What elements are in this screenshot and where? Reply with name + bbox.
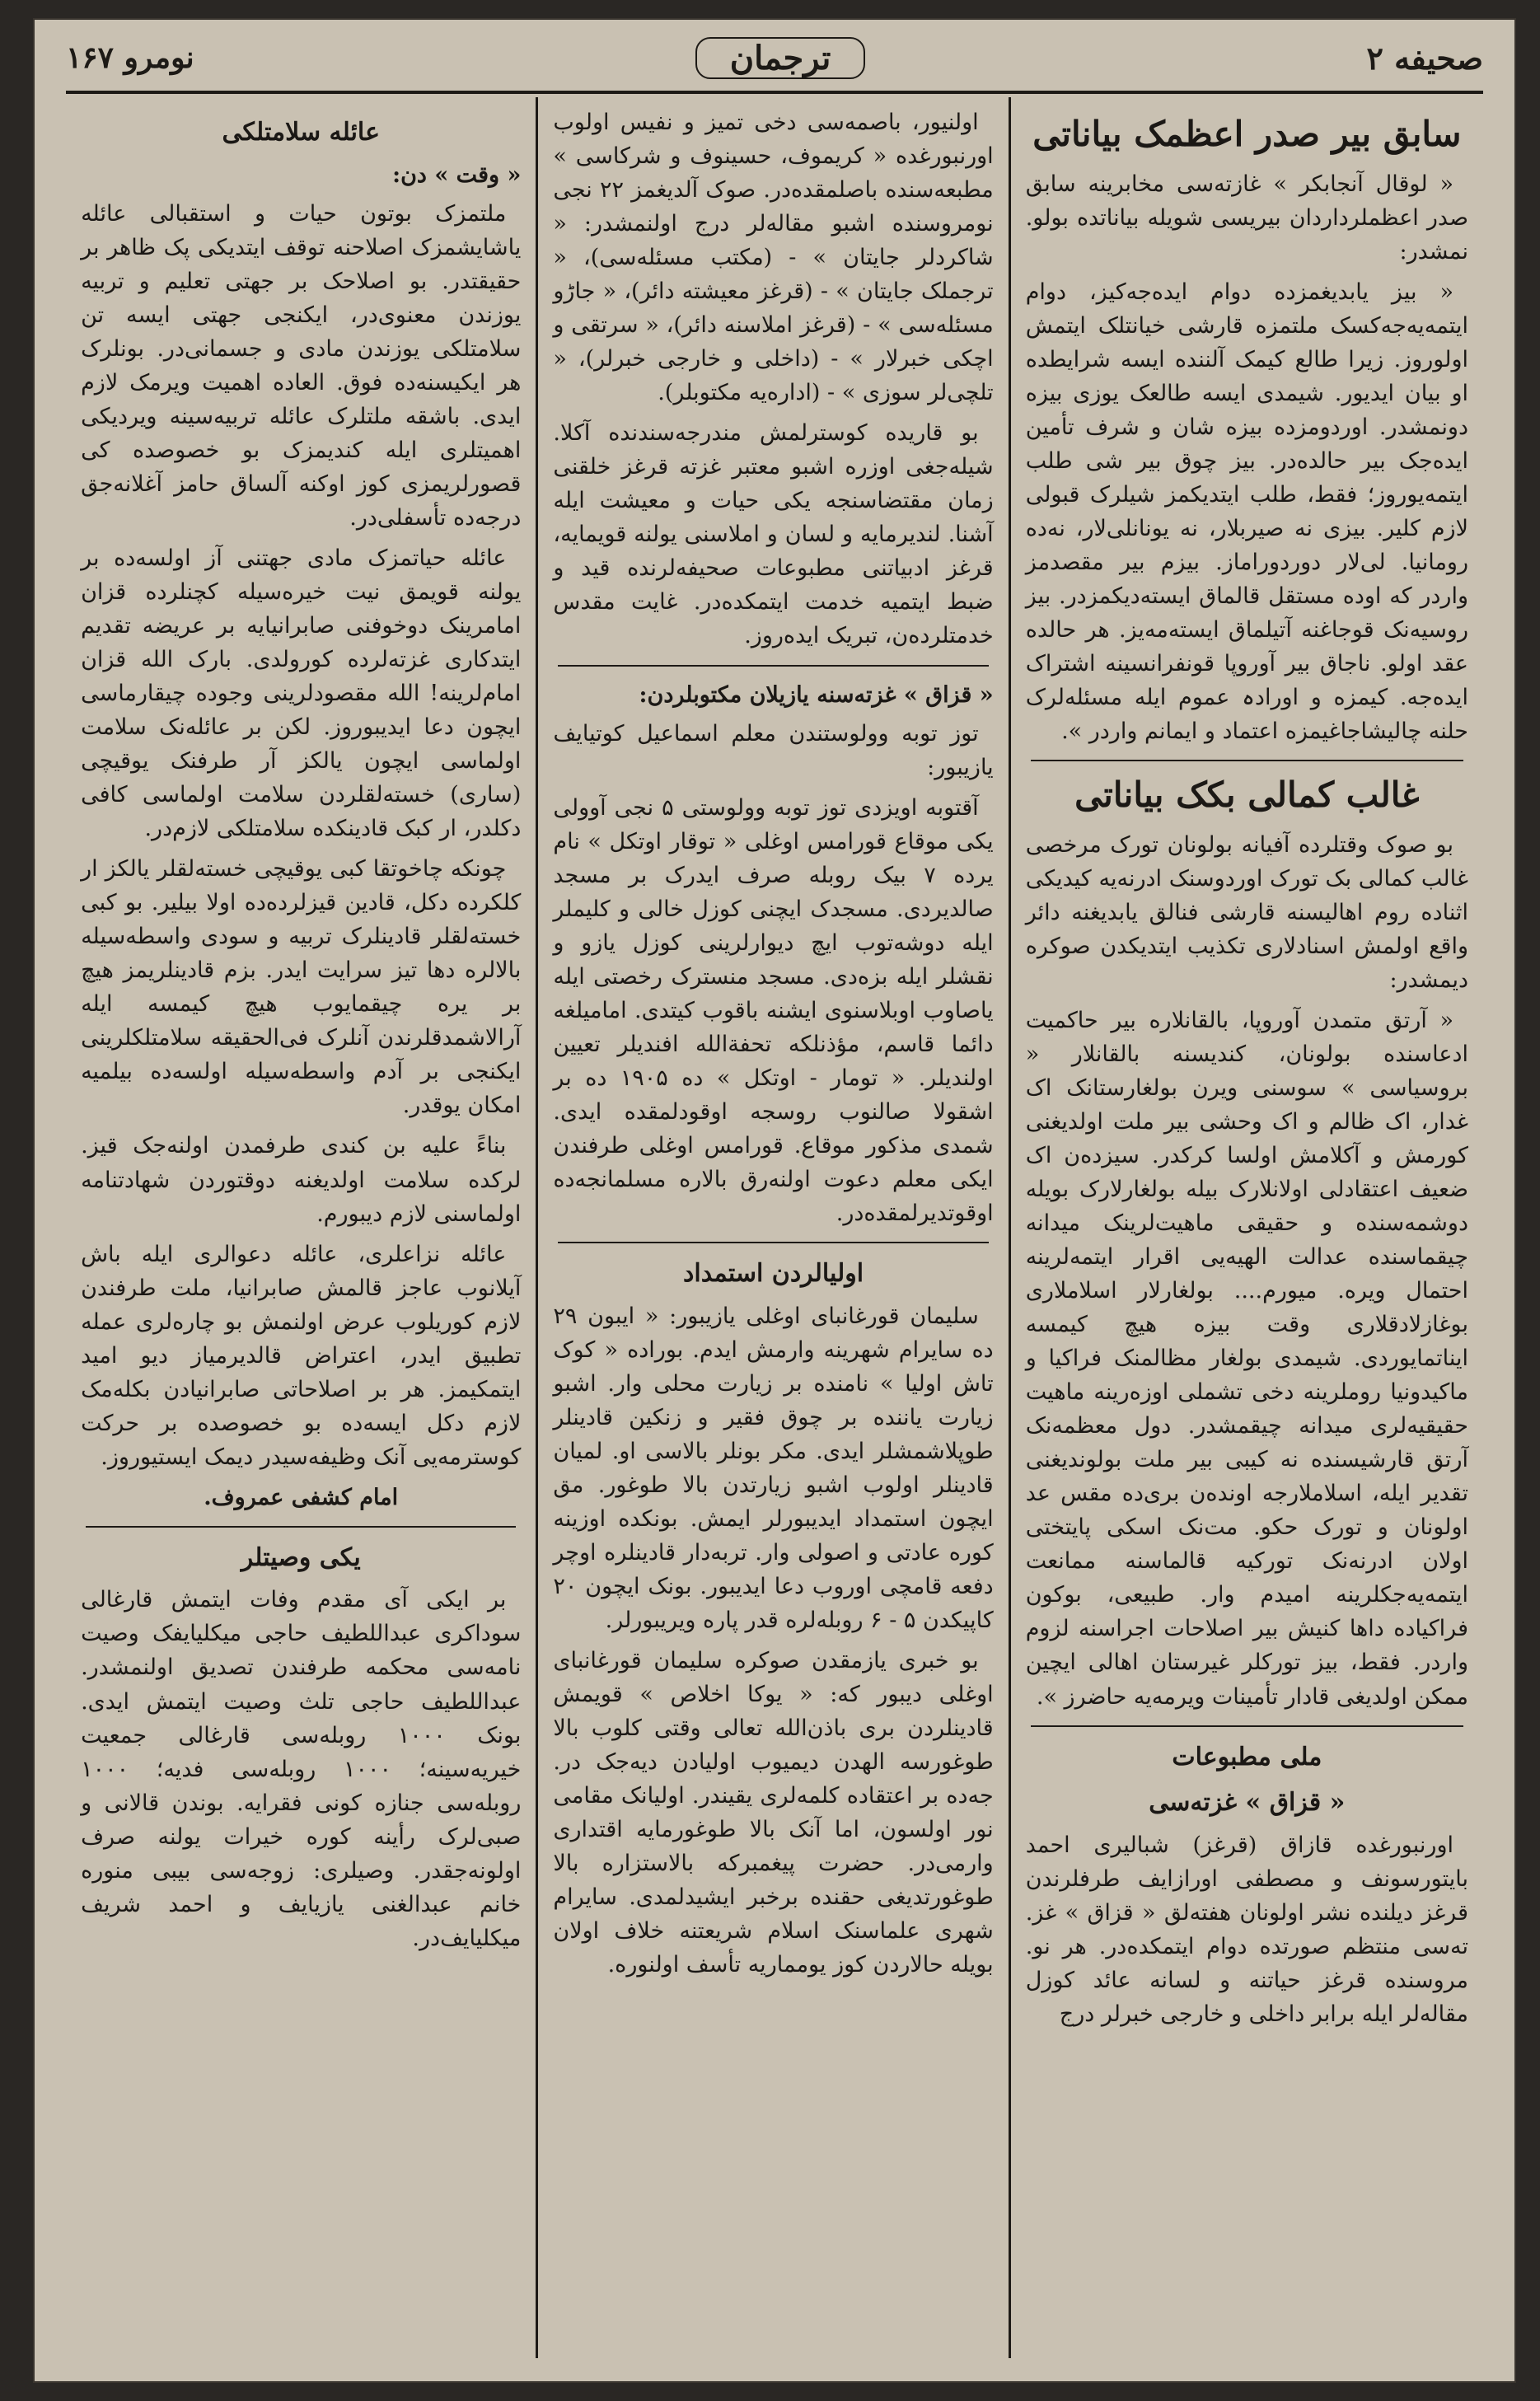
- divider: [1031, 760, 1463, 761]
- section-title: ملی مطبوعات: [1172, 1742, 1322, 1771]
- article-paragraph: عائله حیاتمزک مادی جهتنی آز اولسه‌ده بر یولنه قویمق نیت خیره‌سیله کچنلرده قزان امامرینک دوخوفنی صابرانیایه بر عریضه تقدیم ایتدکاری غزته‌لرده کورولدی. بارک الله قزان امام‌لرینه! الله مقصودلرینی وجوده چیقارماسی ایچون دعا ایدیبوروز. لکن بر عائله‌نک سلامت اولماسی ایچون یالکز آر طرفنک یوقیچی (ساری) خسته‌لقلردن سلامت اولماسی کافی دکلدر، ار کبک قادینکده سلامتلکی لازم‌در.: [81, 545, 522, 842]
- article-paragraph: عائله نزاعلری، عائله دعوالری ایله باش آیلانوب عاجز قالمش صابرانیا، ملت طرفندن لازم کوریلوب عرض اولنمش بو چاره‌لری عمله تطبیق ایدر، اعتراض قالدیرمیاز دیو امید ایتمکیمز. هر بر اصلاحاتی صابرانیادن بکله‌مک لازم دکل ایسه‌ده بو خصوصده بر حرکت کوسترمه‌یی آنک وظیفه‌سیدر دیمک ایستیوروز.: [81, 1241, 522, 1470]
- page-header: [66, 33, 1483, 82]
- article-paragraph: بو خبری یازمقدن صوکره سلیمان قورغانبای اوغلی دیبور که: « یوکا اخلاص » قویمش قادینلردن بری باذن‌الله تعالی وقتی کلوب بالا طوغورسه الهدن دیمیوب اولیادن دیه‌جک در. جه‌ده بر اعتقاده کلمه‌لری یقیندر. اولیانک مقامی نور اولسون، اما آنک بالا طوغورمایه اقتداری وارمی‌در. حضرت پیغمبرکه بالاستزاره بالا طوغورتدیغی حقنده برخبر ایشیدلمدی. سایرام شهری علماسنک اسلام شریعتنه خلاف اولان بویله حالاردن کوز یومماریه تأسف اولنوره.: [553, 1647, 994, 1978]
- author-signature: امام کشفی عمروف.: [204, 1484, 399, 1510]
- column-middle: [538, 97, 1010, 2358]
- article-paragraph: بو قاریده کوسترلمش مندرجه‌سندنده آکلا. شیله‌جغی اوزره اشبو معتبر غزته قرغز خلقنی زمان مقتضاسنجه یکی حیات و معیشت ایله آشنا. لندیرمایه و لسان و املاسنی یولنه قویمایه، قرغز ادبیاتنی مطبوعات صحیفه‌لرنده قید و ضبط ایتمیه خدمت ایتمکده‌در. غایت مقدس خدمتلرده‌ن، تبریک ایده‌روز.: [553, 420, 994, 649]
- divider: [86, 1526, 516, 1528]
- column-right: [1011, 97, 1483, 2358]
- divider: [558, 1242, 988, 1243]
- column-left: [66, 97, 538, 2358]
- article-title: یکی وصیتلر: [241, 1542, 361, 1572]
- article-paragraph: ملتمزک بوتون حیات و استقبالی عائله یاشایشمزک اصلاحنه توقف ایتدیکی پک ظاهر بر حقیقتدر. بو اصلاحک بر جهتی تعلیم و تربیه یوزندن معنوی‌در، ایکنجی جهتی ایسه تن سلامتلکی یوزندن مادی و جسمانی‌در. بونلرک هر ایکیسنه‌ده فوق. العاده اهمیت ویرمک لازم ایدی. باشقه ملتلرک عائله تربیه‌سینه ویردیکی اهمیتلری ایله کندیمزک بو خصوصده کی قصورلریمزی کوز اوکنه آلساق حامز آغلانه‌جق درجه‌ده تأسفلی‌در.: [81, 200, 522, 531]
- article-paragraph: بر ایکی آی مقدم وفات ایتمش قارغالی سوداکری عبداللطیف حاجی میکلیایفک وصیت نامه‌سی محکمه طرفندن تصدیق اولنمشدر. عبداللطیف حاجی تلث وصیت ایتمش ایدی. بونک ۱۰۰۰ روبله‌سی قارغالی جمعیت خیریه‌سینه؛ ۱۰۰۰ روبله‌سی فدیه؛ ۱۰۰۰ روبله‌سی جنازه کونی فقرایه. بوندن قالانی و صبی‌لرک رأینه کوره خیرات یولنه صرف اولونه‌جقدر. وصیلری: زوجه‌سی بیبی منوره خانم عبدالغنی یازیایف و احمد شریف میکلیایف‌در.: [81, 1587, 522, 1951]
- section-subtitle: « قزاق » غزته‌سنه یازیلان مکتوبلردن:: [639, 681, 994, 708]
- columns: [66, 97, 1483, 2358]
- issue-number: نومرو ۱۶۷: [66, 40, 194, 75]
- article-paragraph: سلیمان قورغانبای اوغلی یازیبور: « ایبون ۲۹ ده سایرام شهرینه وارمش ایدم. بوراده « کوک تاش اولیا » نامنده بر زیارت محلی وار. اشبو زیارت یاننده بر چوق فقیر و زنکین قادینلر طوپلاشمشلر ایدی. مکر بونلر بالاسی او. لمیان قادینلر اولوب اشبو زیارتدن بالا طوغور. مق ایچون استمداد ایدیبورلر ایمش. بونکده اوزینه کوره عادتی و اصولی وار. تربه‌دار قادینلره اوچر دفعه قامچی اوروب دعا ایدیبور. بونک ایچون ۲۰ کاپیکدن ۵ - ۶ روبله‌لره قدر پاره ویریبورلر.: [553, 1303, 994, 1633]
- article-paragraph: اورنبورغده قازاق (قرغز) شبالیری احمد بایتورسونف و مصطفی اورازایف طرفلرندن قرغز دیلنده نشر اولونان هفته‌لق « قزاق » غز. ته‌سی منتظم صورتده دوام ایتمکده‌در. هر نو. مروسنده قرغز حیاتنه و لسانه عائد کوزل مقاله‌لر ایله برابر داخلی و خارجی خبرلر درج: [1025, 1832, 1468, 2027]
- article-title: سابق بیر صدر اعظمک بیاناتی: [1032, 114, 1462, 154]
- divider: [1031, 1725, 1463, 1727]
- section-subtitle: « قزاق » غزته‌سی: [1149, 1788, 1346, 1818]
- article-paragraph: چونکه چاخوتقا کبی یوقیچی خسته‌لقلر یالکز ار کلکرده دکل، قادین قیزلرده‌ده اولا بیلیر. بو کبی خسته‌لقلر قادینلرک تربیه و سودی واسطه‌سیله بالالره دها تیز سرایت ایدر. بزم قادینلریمز هیچ بر یره چیقمایوب هیچ کیمسه ایله آرالاشمدقلرندن آنلرک فی‌الحقیقه سلامتلکلرینی ایکنجی بر آدم واسطه‌سیله اولسه‌ده بیلمیه امکان یوقدر.: [81, 856, 522, 1119]
- article-title: عائله سلامتلکی: [222, 118, 380, 147]
- article-paragraph: « آرتق متمدن آوروپا، بالقانلاره بیر حاکمیت ادعاسنده بولونان، کندیسنه بالقانلار « بروسیاسی » سوسنی ویرن بولغارستانک اک غدار، اک ظالم و اک وحشی بیر ملت اولدیغنی کورمش و آکلامش اولسا کرکدر. سیزده‌ن اک ضعیف اعتقادلی اولانلارک بیله بولغارلارک بویله دوشمه‌سنده و حقیقی ماهیت‌لرینک میدانه چیقماسنده عدالت الهیه‌یی اقرار ایتمه‌لرینه احتمال ویره. میورم.... بولغارلار اسلاملاری بوغازلادقلاری وقت بیزه هیچ کیمسه ایناتمایوردی. شیمدی بولغار مظالمنک فراکیا و ماکیدونیا روملرینه دخی تشملی اوزه‌رینه ماهیت حقیقیه‌لری میدانه چیقمشدر. دول معظمه‌نک آرتق قارشیسنده نه کیبی بیر ملت بولوندیغنی تقدیر ایله، اسلاملارجه اونده‌ن بری‌ده مقس عد اولونان و تورک حکو. مت‌نک اسکی پایتختی اولان ادرنه‌نک تورکیه قالماسنه ممانعت ایتمه‌یه‌جکلرینه امیدم وار. طبیعی، بوکون فراکیاده داها کنیش بیر اصلاحات اجراسنه لزوم واردر. فقط، بیز تورکلر غیرستان اهالی ایچین ممکن اولدیغی قادار تأمینات ویرمه‌یه حاضرز ».: [1025, 1007, 1468, 1710]
- article-paragraph: اولنیور، باصمه‌سی دخی تمیز و نفیس اولوب اورنبورغده « کریموف، حسینوف و شرکاسی » مطبعه‌سنده باصلمقده‌در. صوک آلدیغمز ۲۲ نجی نومروسنده اشبو مقاله‌لر درج اولنمشدر: « شاکردلر جایتان » - (مکتب مسئله‌سی)، « ترجملک جایتان » - (قرغز معیشته دائر)، « جاڑو مسئله‌سی » - (قرغز املاسنه دائر)، « سرتقی و اچکی خبرلار » - (داخلی و خارجی خبرلر)، « تلچی‌لر سوزی » - (اداره‌یه مکتوبلر).: [553, 110, 994, 406]
- article-title: غالب کمالی بکک بیاناتی: [1074, 775, 1420, 816]
- newspaper-title: ترجمان: [695, 37, 866, 79]
- article-paragraph: توز توبه وولوستندن معلم اسماعیل کوتیایف یازیبور:: [553, 720, 994, 780]
- article-paragraph: بو صوک وقتلرده آفیانه بولونان تورک مرخصی غالب کمالی بک تورک اوردوسنک ادرنه‌یه کیدیکی اثناده روم اهالیسنه قارشی فنالق یابدیغنه دائر واقع اولمش اسنادلاری تکذیب ایتدیکدن صوکره دیمشدر:: [1025, 831, 1468, 993]
- article-paragraph: « لوقال آنجابکر » غازته‌سی مخابرینه سابق صدر اعظملرداردان بیریسی شویله بیاناتده بولو. نمشدر:: [1025, 171, 1468, 264]
- article-paragraph: بناءً علیه بن کندی طرفمدن اولنه‌جک قیز. لرکده سلامت اولدیغنه دوقتوردن شهادتنامه اولماسنی لازم دیبورم.: [81, 1133, 522, 1227]
- article-paragraph: « بیز یابدیغمزده دوام ایده‌جه‌کیز، دوام ایتمه‌یه‌جه‌کسک ملتمزه قارشی خیانتلک ایتمش اولوروز. زیرا طالع کیمک آلننده ایسه شرایطده او بیان ایدیور. شیمدی ایسه طالعک یوزی بیزه دونمشدر. اوردومزده بیزه شان و شرف تأمین ایده‌جک بیر حالده‌در. بیز چوق بیر شی طلب ایتمه‌یوروز؛ فقط، طلب ایتدیکمز شیلرک قبولی لازم کلیر. بیزی نه صیربلار، نه یونانلی‌لار، نه‌ده رومانیا. لی‌لار دوردوراماز. بیزم بیر مقصدمز واردر که اوده مستقل قالماق ایسته‌دیکمزدر. بیز روسیه‌نک قوجاغنه آتیلماق ایسته‌مه‌یز. هر حالده عقد اولو. ناجاق بیر آوروپا قونفرانسینه اشتراک ایده‌جه. کیمزه و اورادہ عموم ایله مسئله‌لرک حلنه چالیشاجاغیمزه اعتماد و ایمانم واردر ».: [1025, 278, 1468, 745]
- section-subtitle: « وقت » دن:: [392, 161, 522, 188]
- divider: [558, 665, 988, 667]
- header-rule: [66, 91, 1483, 94]
- article-title: اولیالردن استمداد: [683, 1259, 864, 1288]
- article-paragraph: آقتوبه اویزدی توز توبه وولوستی ۵ نجی آوولی یکی موقاع قورامس اوغلی « توقار اوتکل » نام یرده ۷ بیک روبله صرف ایدرک بر مسجد صالدیردی. مسجدک ایچنی کوزل خالی و کلیملر ایله دوشه‌توب ایچ دیوارلرینی کوزل یازو و نقشلر ایله بزه‌دی. مسجد منسترک رخصتی ایله یاصاوب اوبلاسنوی ایشنه باقوب کیتدی. امامیلغه دائما قاسم، مؤذنلکه تحفةالله افندیلر تعیین اولندیلر. « تومار - اوتکل » ده ۱۹۰۵ ده بر اشقولا صالنوب روسجه اوقودلمقده ایدی. شمدی مذکور موقاع. قورامس اوغلی طرفندن ایکی معلم دعوت اولنه‌رق بالاره مسلمانجه‌ده اوقوتدیرلمقده‌در.: [553, 794, 994, 1226]
- newspaper-page: [33, 18, 1516, 2383]
- page-number-label: صحیفه ۲: [1366, 39, 1483, 77]
